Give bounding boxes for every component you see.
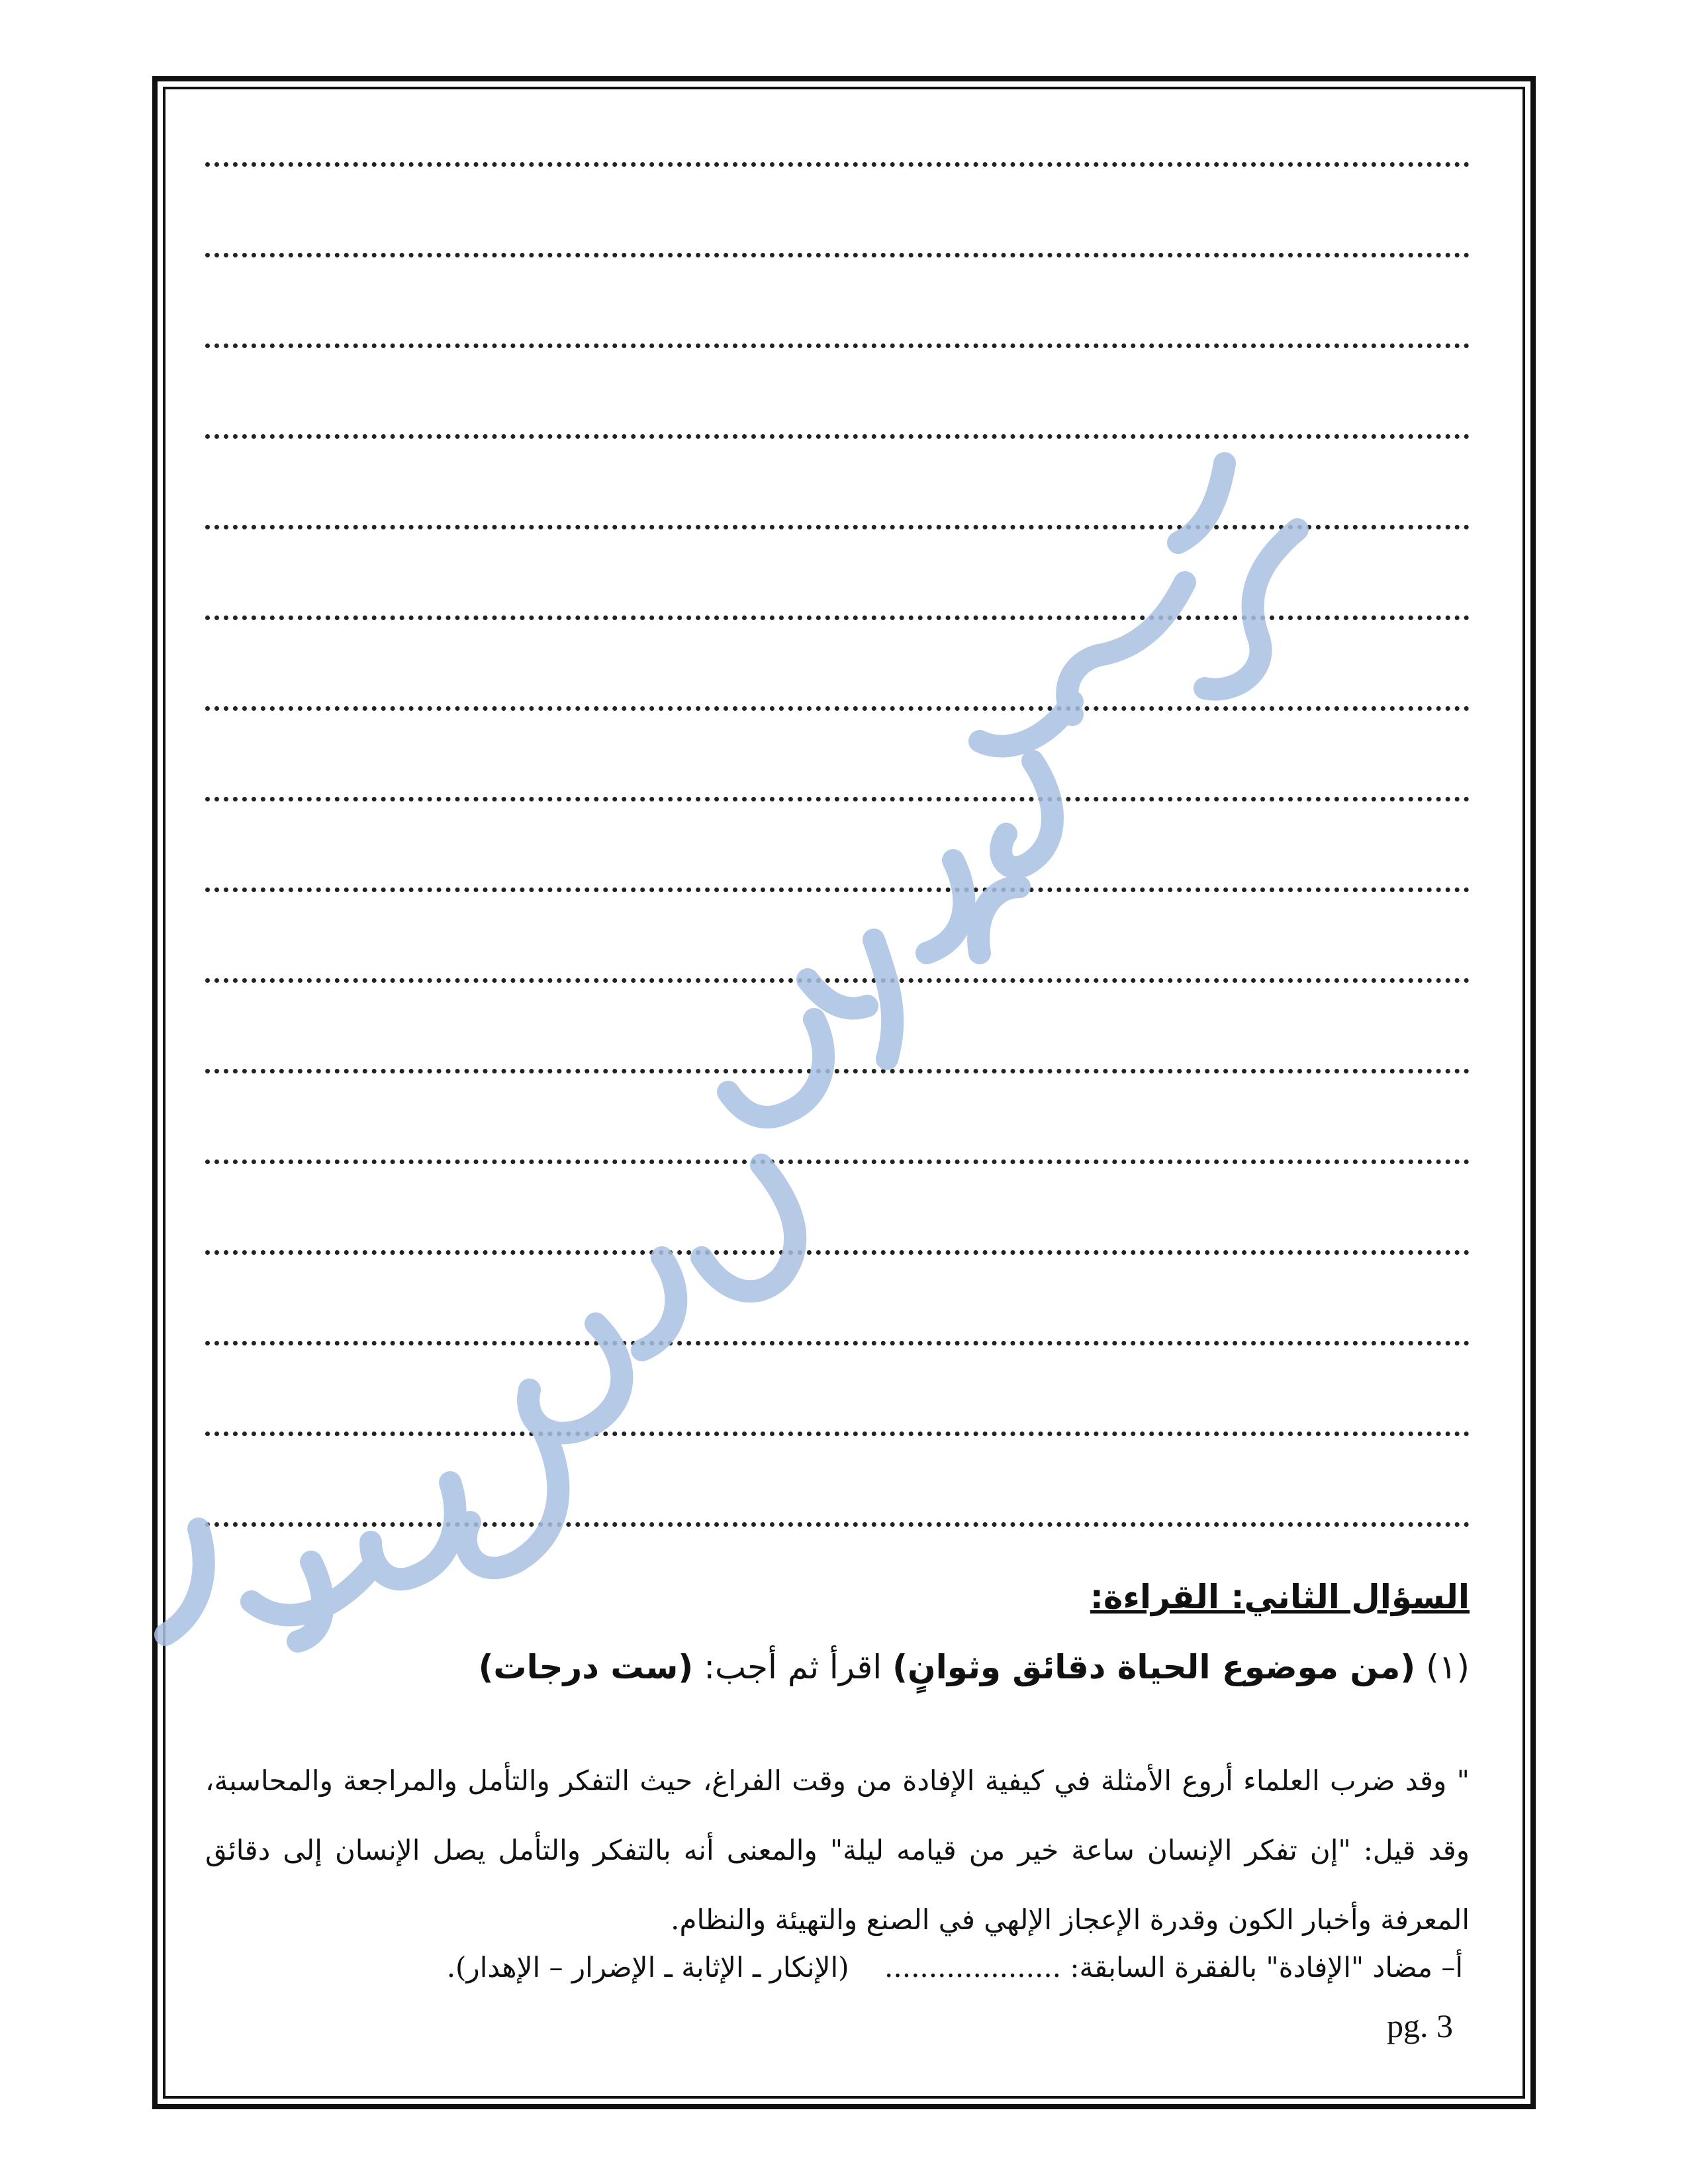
question-a-text: أ– مضاد "الإفادة" بالفقرة السابقة: ....................	[884, 1951, 1463, 1983]
answer-line	[205, 1069, 1470, 1073]
question-a-choices: (الإنكار ـ الإثابة ـ الإضرار – الإهدار).	[446, 1951, 849, 1983]
answer-line	[205, 1432, 1470, 1436]
answer-line	[205, 1160, 1470, 1164]
topic-title: (من موضوع الحياة دقائق وثوانٍ)	[892, 1648, 1416, 1686]
answer-line	[205, 887, 1470, 892]
section-title: السؤال الثاني: القراءة:	[1090, 1578, 1470, 1616]
answer-line	[205, 525, 1470, 529]
answer-line	[205, 343, 1470, 348]
answer-line	[205, 706, 1470, 711]
question-a	[447, 1951, 1463, 1983]
page-number: pg. 3	[1387, 2007, 1453, 2044]
answer-line	[205, 1250, 1470, 1255]
answer-line	[205, 434, 1470, 439]
answer-line	[205, 1341, 1470, 1345]
answer-line	[205, 1522, 1470, 1527]
answer-line	[205, 615, 1470, 620]
reading-passage: " وقد ضرب العلماء أروع الأمثلة في كيفية الإفادة من وقت الفراغ، حيث التفكر والتأمل والمراجعة والمحاسبة، وقد قيل: "إن تفكر الإنسان ساعة خير من قيامه ليلة" والمعنى أنه بالتفكر والتأمل يصل الإنسان إلى دقائق المعرفة وأخبار الكون وقدرة الإعجاز الإلهي في الصنع والتهيئة والنظام.	[205, 1764, 1470, 1936]
marks: (ست درجات)	[478, 1648, 694, 1686]
answer-line	[205, 797, 1470, 801]
answer-line	[205, 978, 1470, 983]
answer-line	[205, 253, 1470, 257]
answer-line	[205, 162, 1470, 167]
question-1-heading	[479, 1648, 1470, 1686]
instruction: اقرأ ثم أجب:	[704, 1648, 882, 1686]
question-number: (١)	[1426, 1648, 1470, 1686]
